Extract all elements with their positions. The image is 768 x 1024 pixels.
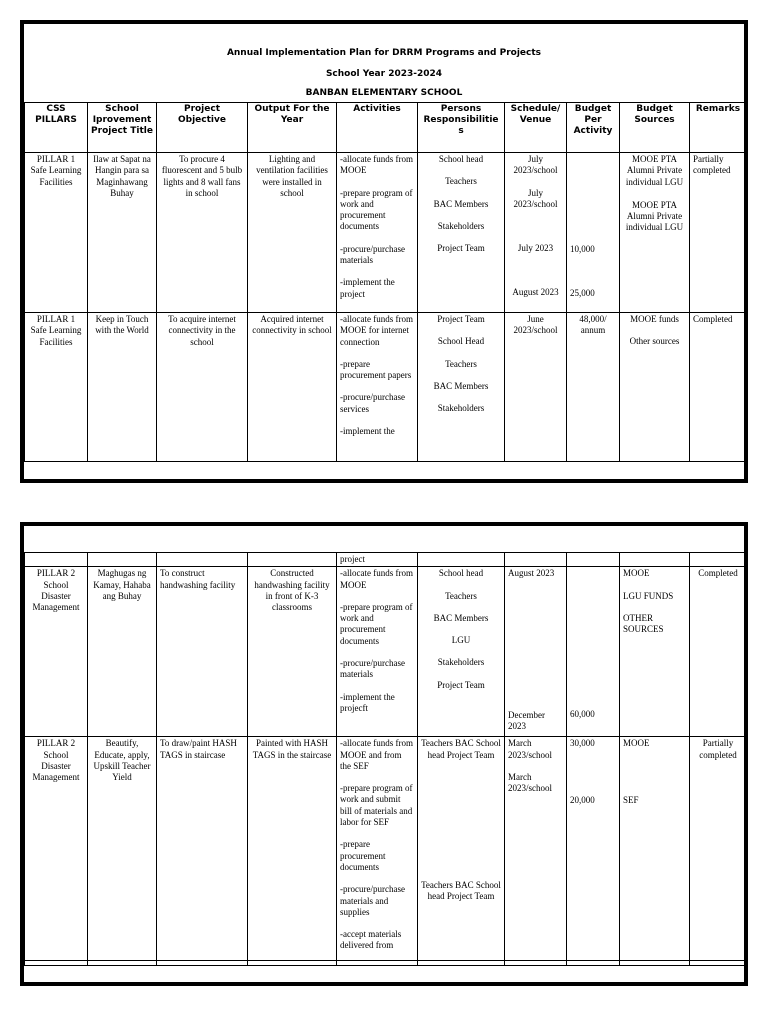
activity-item: -implement the	[340, 426, 395, 437]
schedule-cell	[505, 567, 567, 737]
table-header-row	[25, 103, 747, 153]
document-page-2	[20, 522, 748, 986]
sources-cell	[620, 737, 690, 966]
source-item: SEF	[623, 794, 639, 805]
activity-item: -procure/purchase materials	[340, 658, 405, 680]
person-item: Project Team	[437, 243, 485, 254]
activity-item: -implement the projecft	[340, 691, 395, 713]
schedule-cell	[505, 153, 567, 313]
person-item: LGU	[451, 635, 471, 646]
activity-item: -implement the project	[340, 277, 395, 299]
plan-title: Annual Implementation Plan for DRRM Programs and Projects	[226, 48, 542, 58]
output-cell: Acquired internet connectivity in school	[248, 313, 337, 462]
activity-item: -procure/purchase materials	[340, 243, 405, 266]
activity-item: -prepare program of work and procurement documents	[340, 187, 413, 232]
output-cell: Painted with HASH TAGS in the staircase	[248, 737, 337, 966]
activity-item: -accept materials delivered from	[340, 929, 402, 951]
budget-item: 10,000	[570, 244, 595, 254]
objective-cell: To acquire internet connectivity in the school	[157, 313, 248, 462]
col-header: School Iprovement Project Title	[88, 103, 157, 153]
objective-cell: To procure 4 fluorescent and 5 bulb lights and 8 wall fans in school	[157, 153, 248, 313]
person-item: Stakeholders	[437, 657, 485, 668]
title-cell: Beautify, Educate, apply, Upskill Teacher Yield	[88, 737, 157, 966]
budget-item: 60,000	[570, 709, 595, 720]
persons-cell	[418, 567, 505, 737]
output-cell: Lighting and ventilation facilities were installed in school	[248, 153, 337, 313]
sources-cell	[620, 313, 690, 462]
budget-cell	[567, 567, 620, 737]
schedule-cell: June 2023/school	[505, 313, 567, 462]
person-item: BAC Members	[433, 380, 489, 391]
table-row	[25, 153, 747, 313]
school-name: BANBAN ELEMENTARY SCHOOL	[305, 88, 463, 98]
person-item: Teachers BAC School head Project Team	[421, 879, 501, 902]
plan-table-page-1	[24, 102, 747, 462]
remarks-cell: Completed	[690, 567, 747, 737]
document-page-1	[20, 20, 748, 483]
activities-cell	[337, 737, 418, 966]
schedule-cell	[505, 737, 567, 966]
table-bottom-rule	[24, 960, 744, 961]
activity-item: -prepare procurement papers	[340, 358, 412, 381]
person-item: School Head	[437, 336, 485, 347]
budget-cell: 48,000/ annum	[567, 313, 620, 462]
schedule-item: July 2023/school	[513, 187, 558, 209]
activity-item: -prepare program of work and submit bill of materials and labor for SEF	[340, 783, 413, 828]
person-item: Teachers BAC School head Project Team	[421, 738, 501, 760]
objective-cell: To draw/paint HASH TAGS in staircase	[157, 737, 248, 966]
person-item: Stakeholders	[437, 403, 485, 414]
source-item: MOOE funds	[630, 314, 679, 324]
col-header: Persons Responsibilitie s	[418, 103, 505, 153]
person-item: Teachers	[445, 358, 477, 369]
col-header: Budget Sources	[620, 103, 690, 153]
pillar-cell: PILLAR 2 School Disaster Management	[25, 737, 88, 966]
schedule-item: July 2023/school	[513, 154, 558, 176]
activity-item: -allocate funds from MOOE for internet connection	[340, 314, 413, 347]
output-cell: Constructed handwashing facility in front of K-3 classrooms	[248, 567, 337, 737]
source-item: MOOE PTA Alumni Private individual LGU	[625, 154, 684, 187]
col-header: Activities	[337, 103, 418, 153]
table-row	[25, 567, 747, 737]
person-item: School head	[438, 568, 484, 579]
pillar-cell: PILLAR 1 Safe Learning Facilities	[25, 153, 88, 313]
person-item: BAC Members	[433, 612, 489, 623]
schedule-item: March 2023/school	[508, 771, 552, 794]
activity-item: -procure/purchase services	[340, 392, 405, 414]
source-item: MOOE PTA Alumni Private individual LGU	[625, 199, 684, 233]
plan-table-page-2	[24, 552, 747, 966]
title-cell: Keep in Touch with the World	[88, 313, 157, 462]
activity-item: -procure/purchase materials and supplies	[340, 884, 405, 917]
source-item: Other sources	[629, 336, 680, 347]
table-row	[25, 737, 747, 966]
col-header: CSS PILLARS	[25, 103, 88, 153]
title-cell: Maghugas ng Kamay, Hahaba ang Buhay	[88, 567, 157, 737]
budget-cell	[567, 153, 620, 313]
schedule-item: December 2023	[508, 709, 545, 731]
sources-cell	[620, 567, 690, 737]
persons-cell	[418, 313, 505, 462]
activity-item: -allocate funds from MOOE	[340, 568, 413, 590]
schedule-item: August 2023	[512, 287, 559, 298]
schedule-item: March 2023/school	[508, 738, 552, 760]
table-row	[25, 313, 747, 462]
activity-item: -allocate funds from MOOE	[340, 154, 413, 176]
remarks-cell: Partially completed	[690, 153, 747, 313]
remarks-cell: Completed	[690, 313, 747, 462]
col-header: Remarks	[690, 103, 747, 153]
persons-cell	[418, 153, 505, 313]
pillar-cell: PILLAR 2 School Disaster Management	[25, 567, 88, 737]
source-item: OTHER SOURCES	[623, 612, 664, 635]
col-header: Budget Per Activity	[567, 103, 620, 153]
col-header: Schedule/ Venue	[505, 103, 567, 153]
continuation-text: project	[337, 553, 418, 567]
person-item: Teachers	[445, 590, 477, 601]
pillar-cell: PILLAR 1 Safe Learning Facilities	[25, 313, 88, 462]
col-header: Output For the Year	[248, 103, 337, 153]
activity-item: -prepare program of work and procurement documents	[340, 601, 413, 646]
school-year: School Year 2023-2024	[325, 69, 443, 79]
persons-cell	[418, 737, 505, 966]
budget-item: 20,000	[570, 794, 595, 805]
source-item: MOOE	[623, 568, 650, 579]
person-item: Stakeholders	[437, 220, 485, 231]
activities-cell	[337, 567, 418, 737]
schedule-item: August 2023	[508, 568, 555, 579]
person-item: Teachers	[445, 176, 477, 187]
sources-cell	[620, 153, 690, 313]
activity-item: -allocate funds from MOOE and from the SEF	[340, 738, 413, 771]
person-item: BAC Members	[433, 198, 489, 209]
budget-item: 30,000	[570, 738, 595, 749]
continuation-row	[25, 553, 747, 567]
person-item: School head	[438, 154, 484, 164]
activities-cell	[337, 313, 418, 462]
table-bottom-rule	[24, 461, 744, 462]
person-item: Project Team	[437, 314, 485, 324]
objective-cell: To construct handwashing facility	[157, 567, 248, 737]
title-cell: Ilaw at Sapat na Hangin para sa Maginhawang Buhay	[88, 153, 157, 313]
activities-cell	[337, 153, 418, 313]
activity-item: -prepare procurement documents	[340, 839, 386, 872]
schedule-item: July 2023	[517, 243, 554, 254]
remarks-cell: Partially completed	[690, 737, 747, 966]
budget-cell	[567, 737, 620, 966]
source-item: MOOE	[623, 738, 650, 749]
budget-item: 25,000	[570, 288, 595, 299]
person-item: Project Team	[437, 679, 485, 690]
source-item: LGU FUNDS	[623, 590, 674, 601]
col-header: Project Objective	[157, 103, 248, 153]
